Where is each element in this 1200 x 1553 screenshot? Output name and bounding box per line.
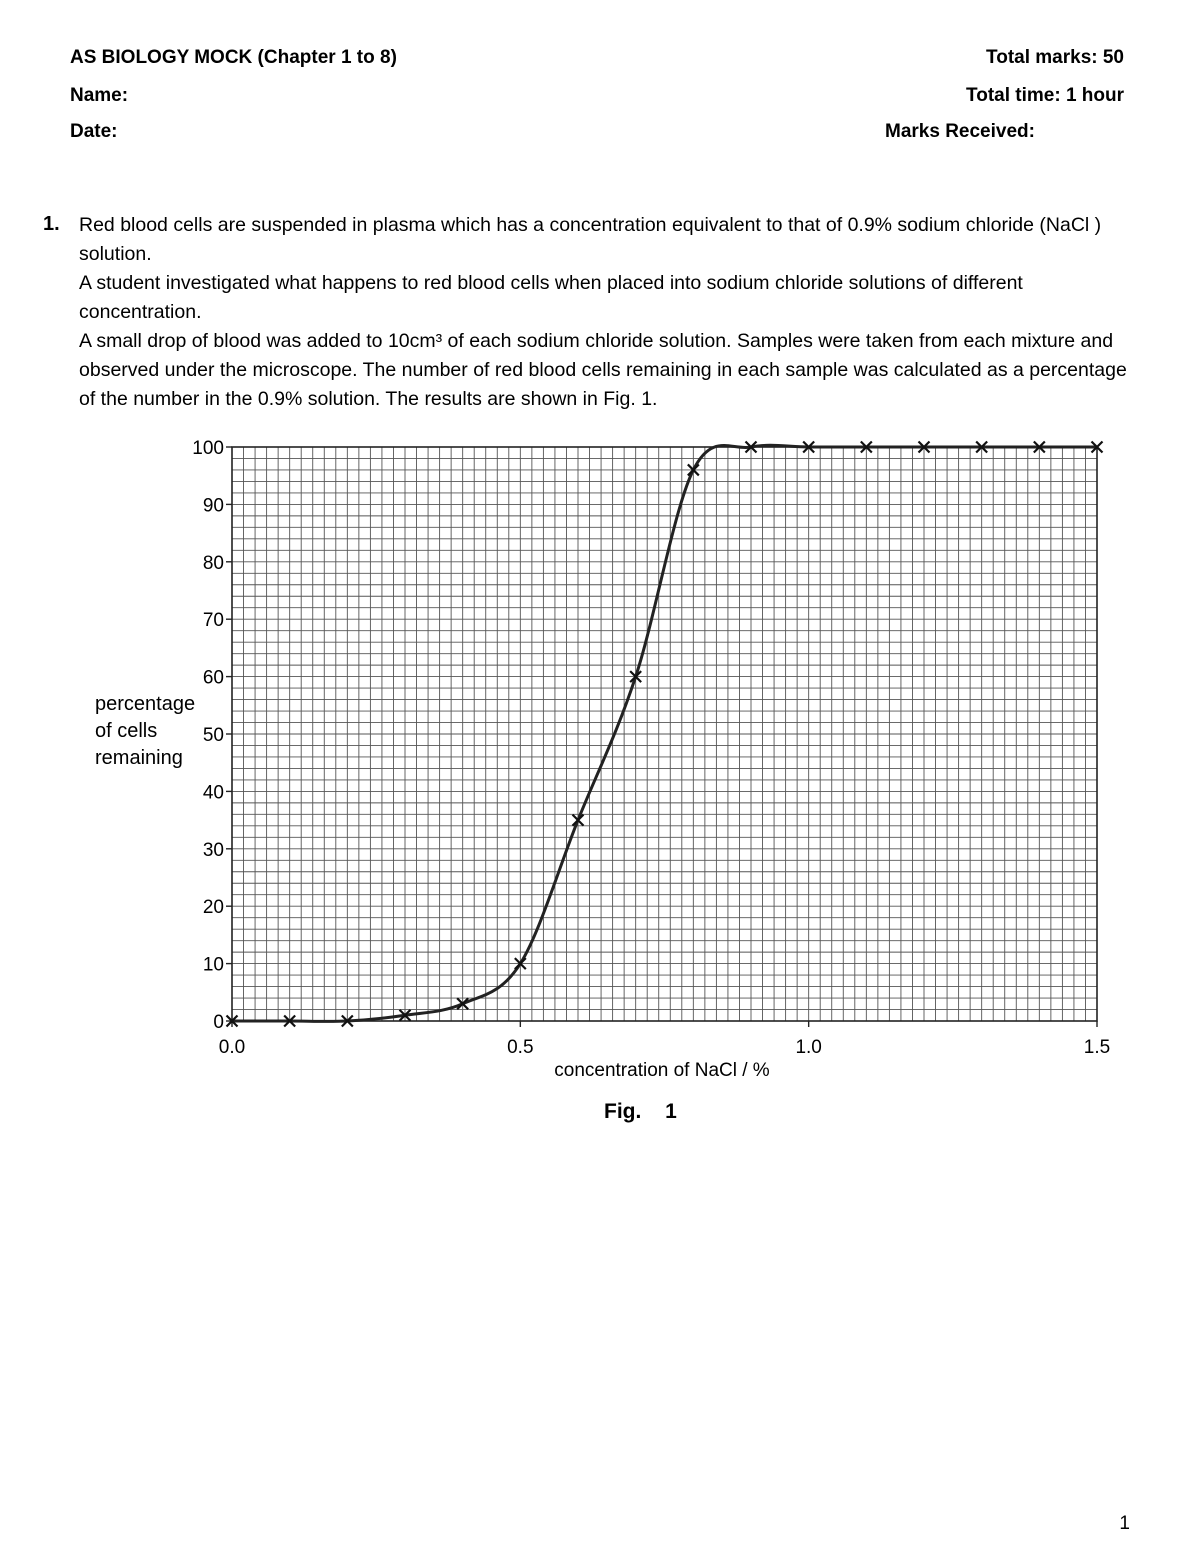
y-axis-label-line: of cells [95, 720, 158, 742]
x-tick-label: 0.0 [218, 1037, 246, 1058]
y-tick-label: 30 [202, 839, 224, 861]
y-tick-label: 0 [213, 1012, 224, 1033]
y-tick-label: 60 [202, 667, 224, 689]
y-axis-label-line: percentage [95, 693, 196, 715]
total-marks: Total marks: 50 [986, 47, 1124, 68]
marks-received-label: Marks Received: [885, 121, 1035, 142]
data-curve [232, 445, 1097, 1021]
grid-lines [232, 447, 1097, 1021]
x-tick-label: 1.0 [795, 1037, 822, 1058]
x-axis-label: concentration of NaCl / % [554, 1060, 770, 1081]
page-number: 1 [1119, 1513, 1130, 1534]
y-tick-label: 90 [202, 495, 224, 517]
question-paragraph-3: A small drop of blood was added to 10cm³ of each sodium chloride solution. Samples were taken from each mixture and observed under the microscope. The number of red blood cells remaining in each sample was calculated as a percentage of the number in the 0.9% solution. The results are shown in Fig. 1. [79, 330, 1127, 410]
question-paragraph-1: Red blood cells are suspended in plasma which has a concentration equivalent to that of 0.9% sodium chloride (NaCl ) solution. [79, 214, 1102, 265]
y-tick-label: 10 [202, 954, 224, 976]
total-time: Total time: 1 hour [966, 85, 1124, 106]
y-tick-label: 50 [202, 725, 224, 746]
y-tick-label: 40 [202, 782, 224, 804]
question-number: 1. [43, 213, 60, 235]
x-tick-label: 0.5 [507, 1037, 534, 1058]
figure-1-chart [0, 425, 1200, 1095]
y-tick-label: 20 [202, 897, 224, 919]
y-tick-label: 80 [202, 552, 224, 574]
question-paragraph-2: A student investigated what happens to red blood cells when placed into sodium chloride solutions of different concentration. [79, 272, 1023, 323]
question-text [79, 211, 1139, 414]
y-axis-label-line: remaining [95, 747, 183, 769]
exam-title: AS BIOLOGY MOCK (Chapter 1 to 8) [70, 47, 397, 68]
figure-caption: Fig. 1 [604, 1100, 677, 1123]
x-tick-label: 1.5 [1083, 1037, 1111, 1058]
name-label: Name: [70, 85, 129, 106]
y-tick-label: 100 [192, 438, 224, 459]
date-label: Date: [70, 121, 118, 142]
y-tick-label: 70 [202, 610, 224, 632]
